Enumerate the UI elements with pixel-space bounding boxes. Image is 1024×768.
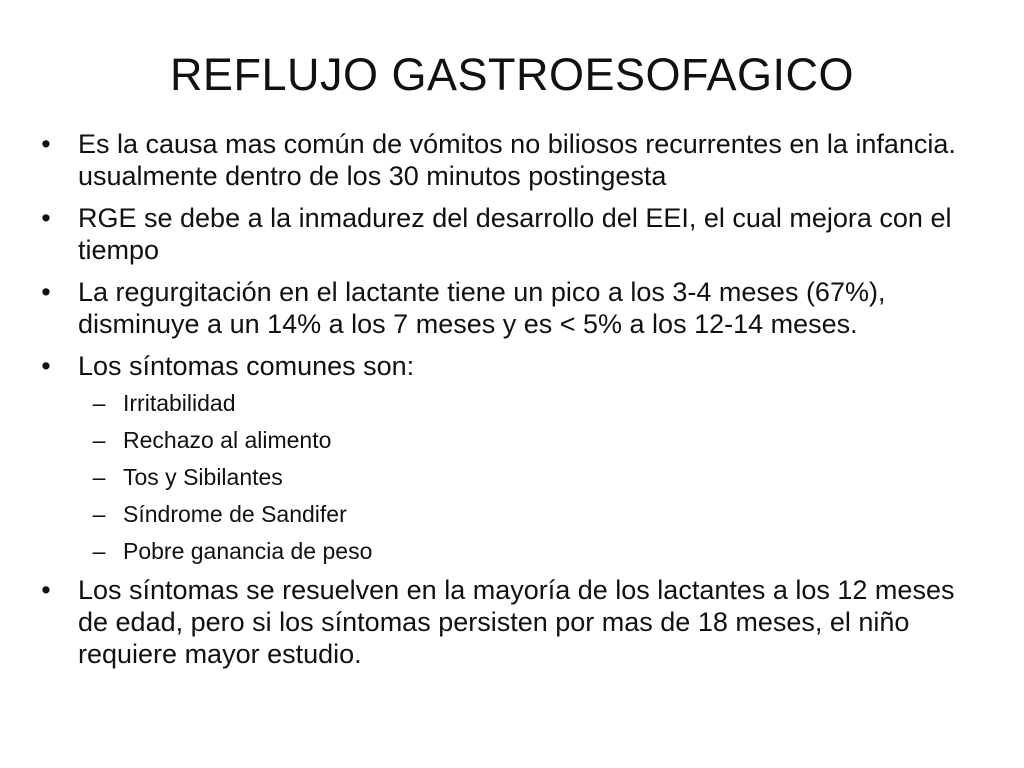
symptom-text: Rechazo al alimento xyxy=(123,427,332,453)
symptom-list xyxy=(33,388,963,566)
bullet-text: La regurgitación en el lactante tiene un pico a los 3-4 meses (67%), disminuye a un 14% a los 7 meses y es < 5% a los 12-14 meses. xyxy=(78,277,886,339)
dash-marker: – xyxy=(92,427,106,453)
symptom-text: Tos y Sibilantes xyxy=(123,464,283,490)
bullet-text: RGE se debe a la inmadurez del desarrollo del EEI, el cual mejora con el tiempo xyxy=(78,203,952,265)
symptom-item xyxy=(33,499,963,529)
bullet-item xyxy=(33,202,963,266)
bullet-text: Los síntomas se resuelven en la mayoría de los lactantes a los 12 meses de edad, pero si los síntomas persisten por mas de 18 meses, el niño requiere mayor estudio. xyxy=(78,575,955,669)
bullet-text: Los síntomas comunes son: xyxy=(78,351,415,381)
slide-content xyxy=(33,128,963,680)
symptom-text: Irritabilidad xyxy=(123,390,236,416)
bullet-item xyxy=(33,128,963,192)
symptom-item xyxy=(33,536,963,566)
bullet-item xyxy=(33,574,963,670)
bullet-marker: • xyxy=(41,129,51,159)
bullet-marker: • xyxy=(41,277,51,307)
bullet-item xyxy=(33,276,963,340)
dash-marker: – xyxy=(92,538,106,564)
symptom-item xyxy=(33,462,963,492)
bullet-text: Es la causa mas común de vómitos no biliosos recurrentes en la infancia. usualmente dentro de los 30 minutos postingesta xyxy=(78,129,956,191)
dash-marker: – xyxy=(92,501,106,527)
symptom-item xyxy=(33,425,963,455)
dash-marker: – xyxy=(92,464,106,490)
bullet-marker: • xyxy=(41,351,51,381)
symptom-text: Síndrome de Sandifer xyxy=(123,501,347,527)
bullet-marker: • xyxy=(41,575,51,605)
slide-title: REFLUJO GASTROESOFAGICO xyxy=(169,49,855,100)
dash-marker: – xyxy=(92,390,106,416)
bullet-item xyxy=(33,350,963,382)
symptom-text: Pobre ganancia de peso xyxy=(123,538,373,564)
symptom-item xyxy=(33,388,963,418)
bullet-marker: • xyxy=(41,203,51,233)
